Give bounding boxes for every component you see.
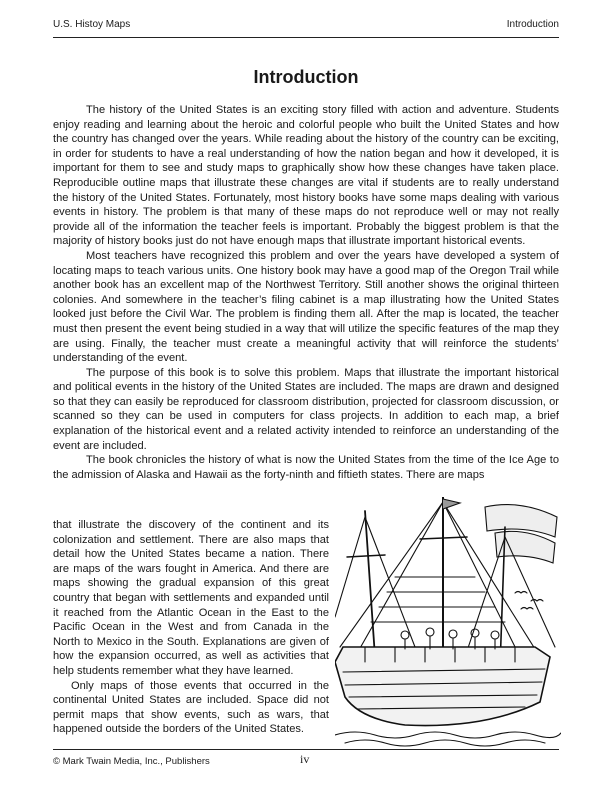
running-header <box>53 19 559 33</box>
body-text-column <box>53 518 329 737</box>
footer-publisher: © Mark Twain Media, Inc., Publishers <box>53 756 210 767</box>
header-rule <box>53 37 559 38</box>
paragraph-5: Only maps of those events that occurred in the continental United States are included. Space did not permit maps that show events, such as wars, that happened outside the borders of the United States. <box>53 679 329 736</box>
header-book-title: U.S. Histoy Maps <box>53 19 131 30</box>
paragraph-2: Most teachers have recognized this problem and over the years have developed a system of locating maps to teach various units. One history book may have a good map of the Oregon Trail while another book has an excellent map of the Northwest Territory. Still another shows the original thirteen colonies. And somewhere in the teacher’s filing cabinet is a map illustrating how the United States looked just before the Civil War. The problem is finding them all. After the map is located, the teacher must then present the event being studied in a way that will utilize the specific features of the map they are using. Finally, the teacher must create a meaningful activity that will reinforce the students’ understanding of the event. <box>53 249 559 365</box>
page-number: iv <box>300 752 310 766</box>
header-section-title: Introduction <box>506 19 559 30</box>
body-text-full-width <box>53 103 559 482</box>
sailing-ship-icon <box>335 497 561 747</box>
page-title: Introduction <box>253 67 359 87</box>
paragraph-4-continued: that illustrate the discovery of the continent and its colonization and settlement. There are also maps that detail how the United States became a nation. There are maps of the wars fought in America. And there are maps showing the gradual expansion of this great country that began with settlements and expanded until it reached from the Atlantic Ocean in the East to the Pacific Ocean in the West and from Canada in the North to Mexico in the South. Explanations are given of how the expansion occurred, as well as activities that help students remember what they have learned. <box>53 519 329 677</box>
paragraph-1: The history of the United States is an exciting story filled with action and adventure. Students enjoy reading and learning about the heroic and colorful people who built the United States and how the country has changed over the years. While reading about the history of the country can be exciting, in order for students to have a real understanding of how the nation began and how it developed, it is important for them to see and study maps to graphically show how these changes have taken place. Reproducible outline maps that illustrate these changes are vital if students are to really understand the history of the United States. Fortunately, most history books have some maps dealing with various events in history. The problem is that many of these maps do not reproduce well or may not really provide all of the information the teacher feels is important. Probably the biggest problem is that the majority of history books just do not have enough maps that illustrate important historical events. <box>53 104 559 248</box>
paragraph-4: The book chronicles the history of what is now the United States from the time of the Ice Age to the admission of Alaska and Hawaii as the forty-ninth and fiftieth states. There are maps <box>53 454 559 481</box>
footer-rule <box>53 749 559 750</box>
paragraph-3: The purpose of this book is to solve this problem. Maps that illustrate the important historical and political events in the history of the United States are included. The maps are drawn and designed so that they can easily be reproduced for classroom distribution, projected for classroom discussion, or scanned so they can be used in computers for class projects. In addition to each map, a brief explanation of the historical event and a related activity intended to reinforce an understanding of the event are included. <box>53 366 559 452</box>
